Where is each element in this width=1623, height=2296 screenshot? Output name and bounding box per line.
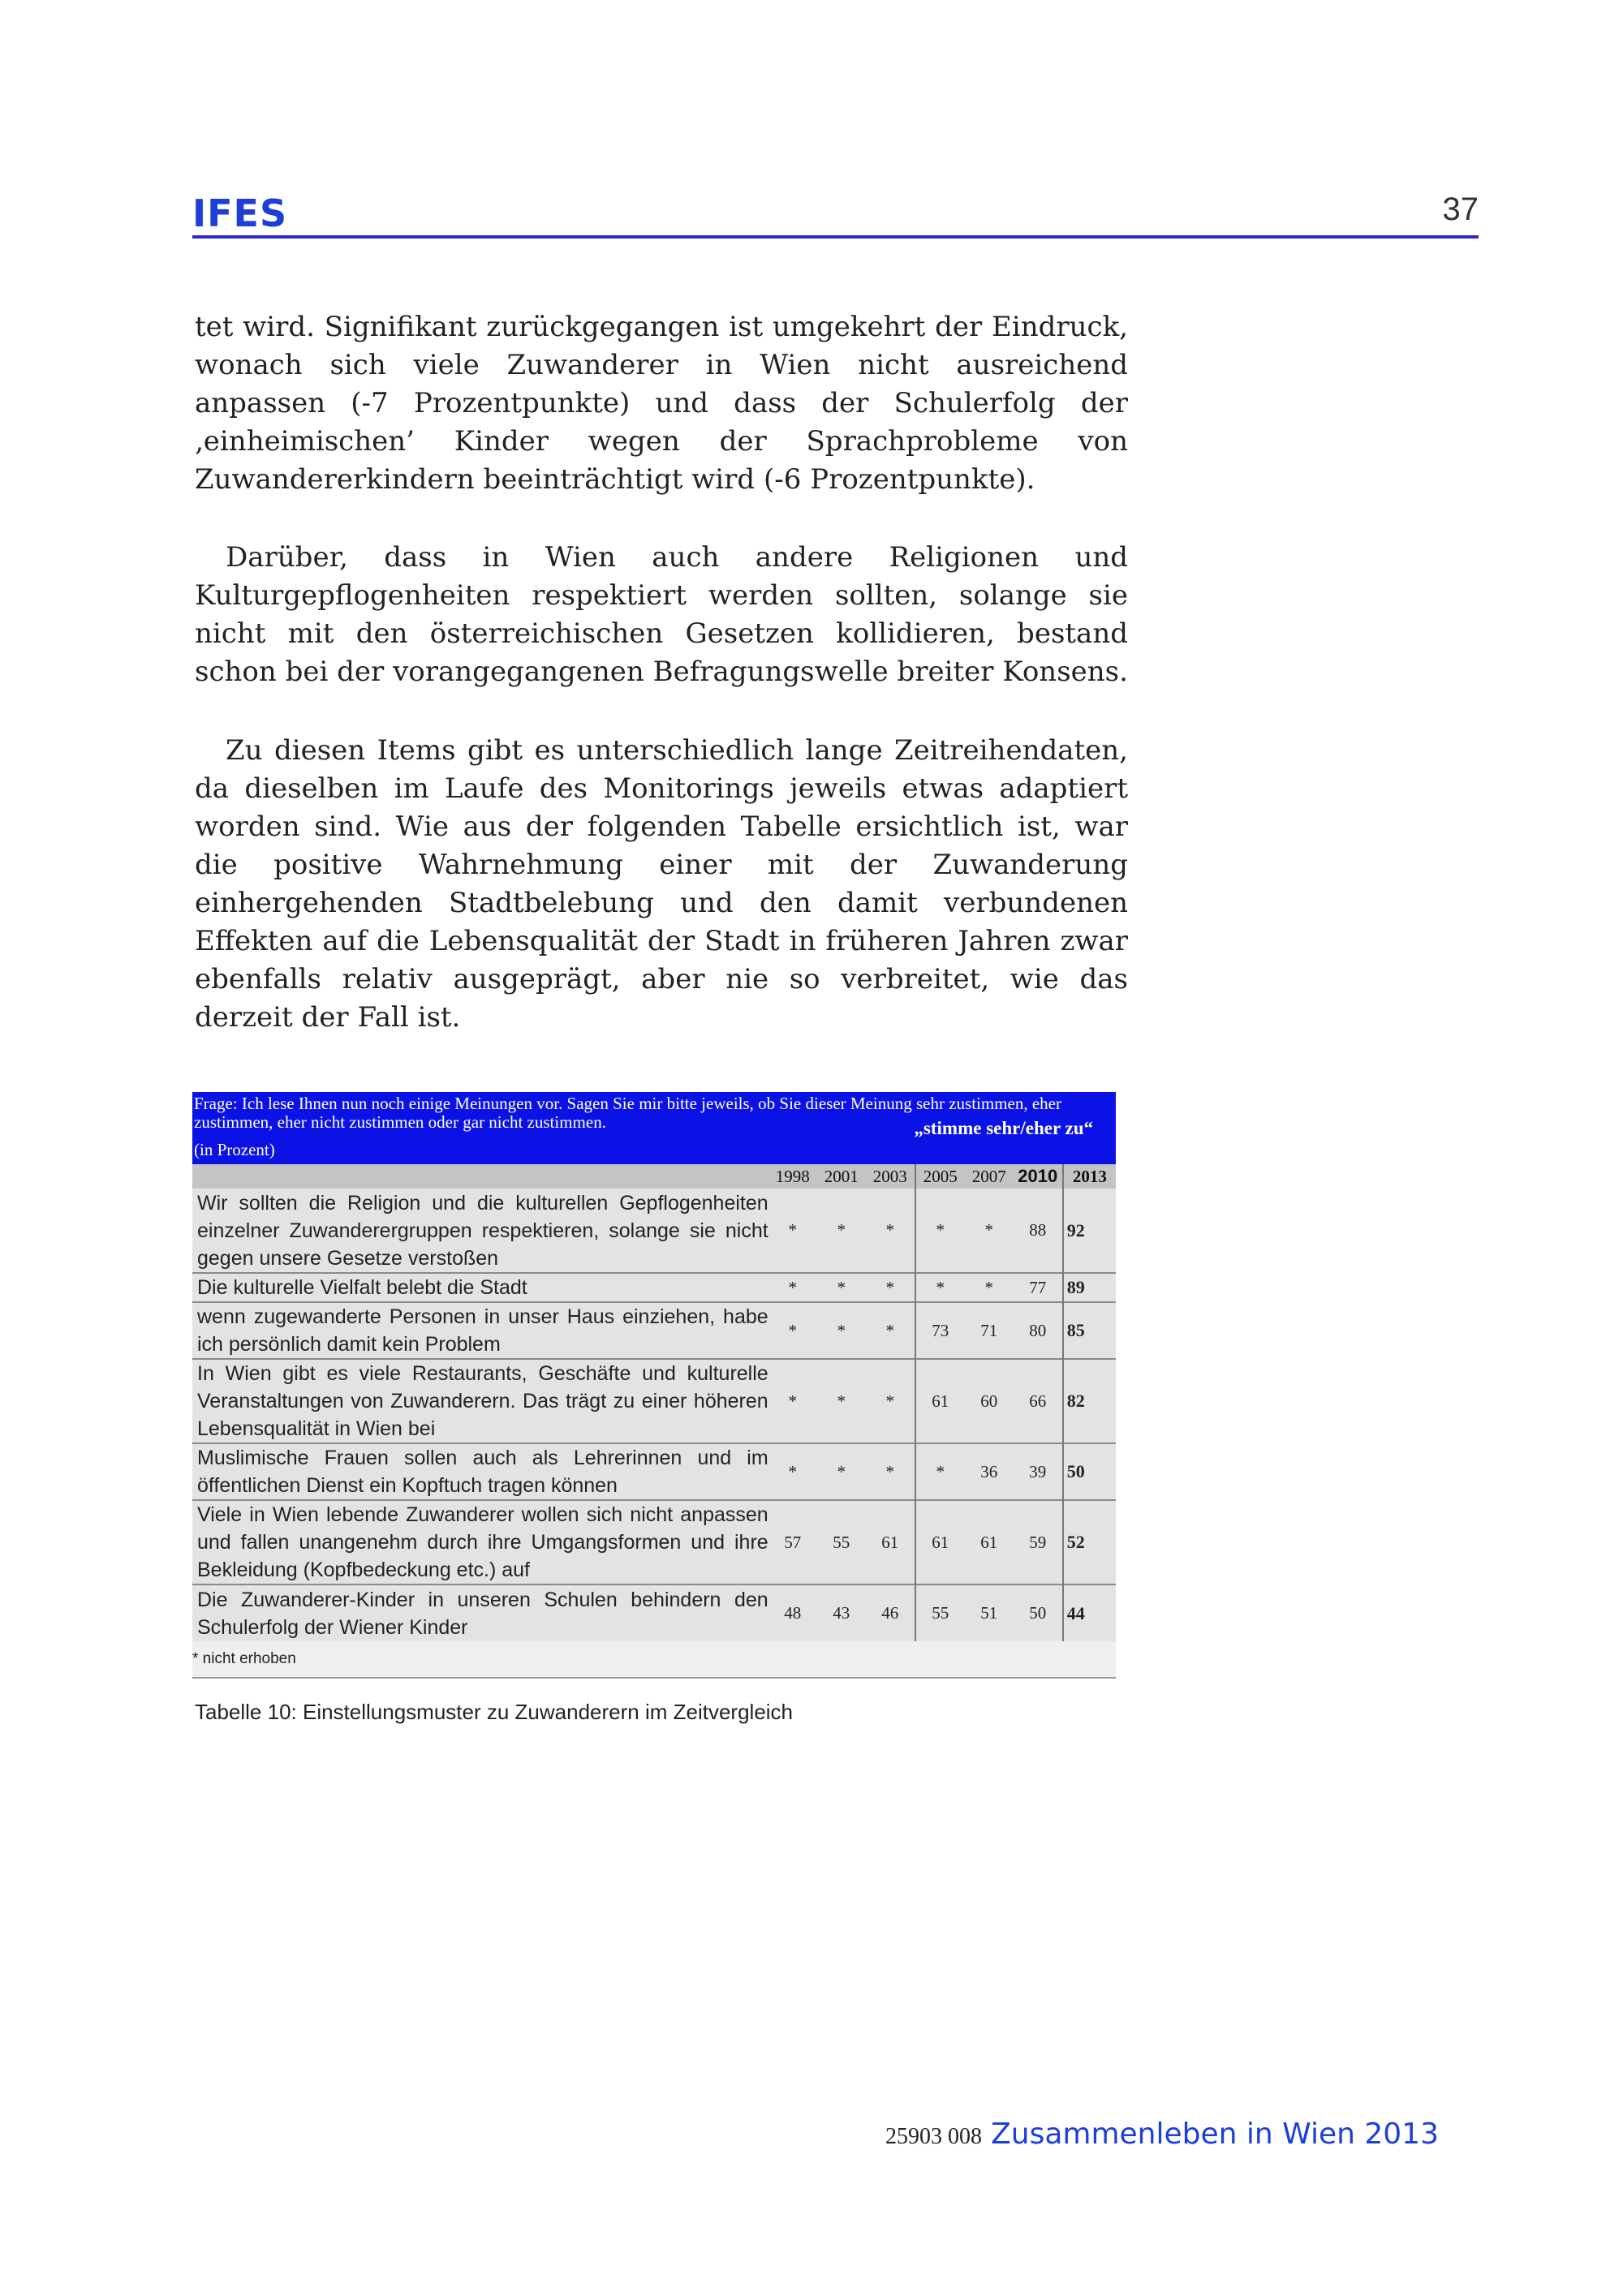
value-cell: 77 xyxy=(1014,1273,1063,1302)
footer-code: 25903 008 xyxy=(885,2124,982,2149)
year-cell: 2001 xyxy=(817,1164,866,1189)
value-cell: 55 xyxy=(817,1500,866,1584)
data-table xyxy=(192,1164,1116,1677)
question-header xyxy=(192,1092,1116,1164)
value-cell: 48 xyxy=(768,1584,817,1641)
value-cell: 50 xyxy=(1014,1584,1063,1641)
table-row xyxy=(192,1500,1116,1584)
value-cell: * xyxy=(965,1273,1014,1302)
table-row xyxy=(192,1302,1116,1359)
value-cell: * xyxy=(817,1302,866,1359)
year-cell: 2005 xyxy=(915,1164,965,1189)
year-cell: 2010 xyxy=(1014,1164,1063,1189)
value-cell: * xyxy=(915,1443,965,1500)
years-row xyxy=(192,1164,1116,1189)
value-cell: 85 xyxy=(1063,1302,1116,1359)
attitude-table xyxy=(192,1092,1116,1679)
value-cell: 71 xyxy=(965,1302,1014,1359)
page-header xyxy=(192,188,1479,239)
footer-title: Zusammenleben in Wien 2013 xyxy=(991,2118,1439,2151)
page-footer xyxy=(885,2118,1439,2151)
value-cell: 61 xyxy=(965,1500,1014,1584)
value-cell: 61 xyxy=(915,1359,965,1443)
row-label: Wir sollten die Religion und die kulturellen Gepflogenheiten einzelner Zuwanderergruppen respektieren, solange sie nicht gegen unsere Gesetze verstoßen xyxy=(192,1189,768,1273)
value-cell: * xyxy=(768,1302,817,1359)
value-cell: * xyxy=(866,1359,915,1443)
value-cell: * xyxy=(768,1359,817,1443)
value-cell: * xyxy=(866,1189,915,1273)
page-number: 37 xyxy=(1442,191,1479,227)
table-row xyxy=(192,1443,1116,1500)
paragraph-1: tet wird. Signifikant zurückgegangen ist umgekehrt der Eindruck, wonach sich viele Zuwanderer in Wien nicht ausreichend anpassen (-7 Prozentpunkte) und dass der Schulerfolg der ‚einheimischen’ Kinder wegen der Sprachprobleme von Zuwandererkindern beeinträchtigt wird (-6 Prozentpunkte). xyxy=(195,311,1128,496)
year-cell: 2013 xyxy=(1063,1164,1116,1189)
value-cell: * xyxy=(866,1443,915,1500)
year-cell: 2003 xyxy=(866,1164,915,1189)
ifes-logo: IFES xyxy=(192,191,288,235)
year-cell: 2007 xyxy=(965,1164,1014,1189)
value-cell: * xyxy=(768,1273,817,1302)
value-cell: * xyxy=(915,1189,965,1273)
table-row xyxy=(192,1189,1116,1273)
question-text: Frage: Ich lese Ihnen nun noch einige Meinungen vor. Sagen Sie mir bitte jeweils, ob Sie dieser Meinung sehr zustimmen, eher zustimmen, eher nicht zustimmen oder gar nicht zustimmen. xyxy=(194,1094,1061,1132)
value-cell: 80 xyxy=(1014,1302,1063,1359)
table-row xyxy=(192,1359,1116,1443)
row-label: wenn zugewanderte Personen in unser Haus einziehen, habe ich persönlich damit kein Problem xyxy=(192,1302,768,1359)
row-label: Muslimische Frauen sollen auch als Lehrerinnen und im öffentlichen Dienst ein Kopftuch tragen können xyxy=(192,1443,768,1500)
value-cell: * xyxy=(817,1273,866,1302)
value-cell: 51 xyxy=(965,1584,1014,1641)
value-cell: 52 xyxy=(1063,1500,1116,1584)
value-cell: 88 xyxy=(1014,1189,1063,1273)
value-cell: 59 xyxy=(1014,1500,1063,1584)
table-caption: Tabelle 10: Einstellungsmuster zu Zuwanderern im Zeitvergleich xyxy=(195,1700,794,1724)
value-cell: 82 xyxy=(1063,1359,1116,1443)
paragraph-3: Zu diesen Items gibt es unterschiedlich lange Zeitreihendaten, da dieselben im Laufe des Monitorings jeweils etwas adaptiert worden sind. Wie aus der folgenden Tabelle ersichtlich ist, war die positive Wahrnehmung einer mit der Zuwanderung einhergehenden Stadtbelebung und den damit verbundenen Effekten auf die Lebensqualität der Stadt in früheren Jahren zwar ebenfalls relativ ausgeprägt, aber nie so verbreitet, wie das derzeit der Fall ist. xyxy=(195,734,1128,1034)
value-cell: 50 xyxy=(1063,1443,1116,1500)
value-cell: 61 xyxy=(866,1500,915,1584)
value-cell: * xyxy=(817,1443,866,1500)
value-cell: 73 xyxy=(915,1302,965,1359)
value-cell: 55 xyxy=(915,1584,965,1641)
question-unit: (in Prozent) xyxy=(194,1140,275,1159)
value-cell: 43 xyxy=(817,1584,866,1641)
value-cell: 89 xyxy=(1063,1273,1116,1302)
question-label: „stimme sehr/eher zu“ xyxy=(914,1118,1093,1138)
value-cell: 39 xyxy=(1014,1443,1063,1500)
value-cell: 36 xyxy=(965,1443,1014,1500)
table-divider xyxy=(192,1677,1116,1679)
row-label: In Wien gibt es viele Restaurants, Geschäfte und kulturelle Veranstaltungen von Zuwanderern. Das trägt zu einer höheren Lebensqualität in Wien bei xyxy=(192,1359,768,1443)
value-cell: 92 xyxy=(1063,1189,1116,1273)
value-cell: * xyxy=(817,1359,866,1443)
table-note: * nicht erhoben xyxy=(192,1641,1116,1677)
value-cell: * xyxy=(817,1189,866,1273)
value-cell: * xyxy=(768,1189,817,1273)
value-cell: * xyxy=(915,1273,965,1302)
value-cell: 66 xyxy=(1014,1359,1063,1443)
paragraph-2: Darüber, dass in Wien auch andere Religionen und Kulturgepflogenheiten respektiert werden sollten, solange sie nicht mit den österreichischen Gesetzen kollidieren, bestand schon bei der vorangegangenen Befragungswelle breiter Konsens. xyxy=(195,541,1128,688)
value-cell: 61 xyxy=(915,1500,965,1584)
value-cell: * xyxy=(768,1443,817,1500)
value-cell: * xyxy=(965,1189,1014,1273)
value-cell: * xyxy=(866,1273,915,1302)
row-label: Die Zuwanderer-Kinder in unseren Schulen behindern den Schulerfolg der Wiener Kinder xyxy=(192,1584,768,1641)
row-label: Viele in Wien lebende Zuwanderer wollen sich nicht anpassen und fallen unangenehm durch ihre Umgangsformen und ihre Bekleidung (Kopfbedeckung etc.) auf xyxy=(192,1500,768,1584)
note-row xyxy=(192,1641,1116,1677)
year-cell: 1998 xyxy=(768,1164,817,1189)
value-cell: 46 xyxy=(866,1584,915,1641)
value-cell: 44 xyxy=(1063,1584,1116,1641)
row-label: Die kulturelle Vielfalt belebt die Stadt xyxy=(192,1273,768,1302)
table-row xyxy=(192,1584,1116,1641)
value-cell: 60 xyxy=(965,1359,1014,1443)
value-cell: 57 xyxy=(768,1500,817,1584)
value-cell: * xyxy=(866,1302,915,1359)
table-row xyxy=(192,1273,1116,1302)
